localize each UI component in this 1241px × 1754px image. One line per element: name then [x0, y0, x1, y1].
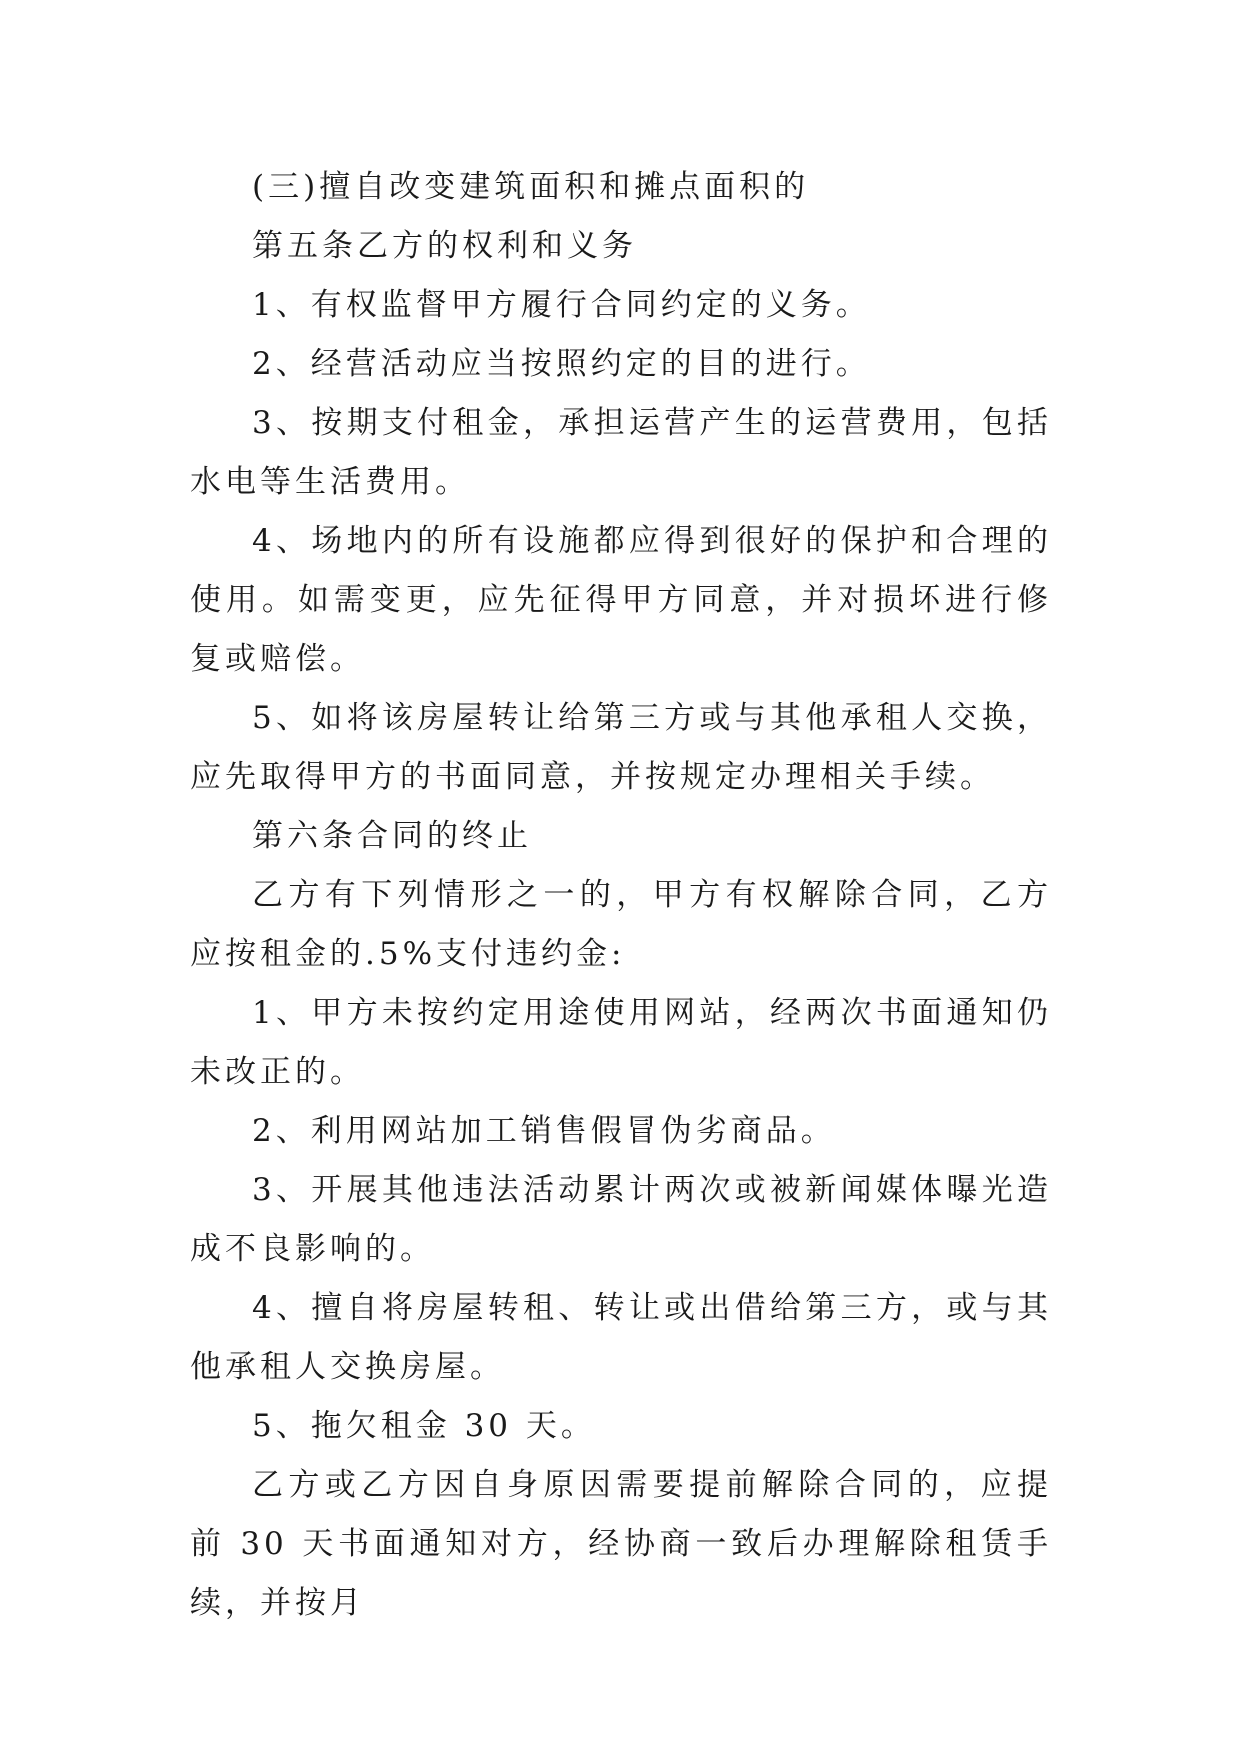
section-heading-article-6: 第六条合同的终止 — [252, 818, 532, 854]
list-item: 2、经营活动应当按照约定的目的进行。 — [252, 346, 871, 382]
list-item: 4、场地内的所有设施都应得到很好的保护和合理的使用。如需变更，应先征得甲方同意，并对损坏进行修复或赔偿。 — [190, 523, 1052, 677]
section-heading-article-5: 第五条乙方的权利和义务 — [252, 228, 637, 264]
list-item: 1、有权监督甲方履行合同约定的义务。 — [252, 287, 871, 323]
list-item: 5、如将该房屋转让给第三方或与其他承租人交换，应先取得甲方的书面同意，并按规定办理相关手续。 — [190, 700, 1052, 795]
list-item: 3、开展其他违法活动累计两次或被新闻媒体曝光造成不良影响的。 — [190, 1172, 1052, 1267]
document-body — [190, 158, 1052, 1633]
list-item: 3、按期支付租金，承担运营产生的运营费用，包括水电等生活费用。 — [190, 405, 1052, 500]
list-item: 1、甲方未按约定用途使用网站，经两次书面通知仍未改正的。 — [190, 995, 1052, 1090]
list-item: 2、利用网站加工销售假冒伪劣商品。 — [252, 1113, 836, 1149]
clause-text: (三)擅自改变建筑面积和摊点面积的 — [252, 169, 810, 205]
paragraph: 乙方有下列情形之一的，甲方有权解除合同，乙方应按租金的.5%支付违约金: — [190, 877, 1052, 972]
list-item: 5、拖欠租金 30 天。 — [252, 1408, 596, 1444]
list-item: 4、擅自将房屋转租、转让或出借给第三方，或与其他承租人交换房屋。 — [190, 1290, 1052, 1385]
paragraph: 乙方或乙方因自身原因需要提前解除合同的，应提前 30 天书面通知对方，经协商一致后办理解除租赁手续，并按月 — [190, 1467, 1052, 1621]
